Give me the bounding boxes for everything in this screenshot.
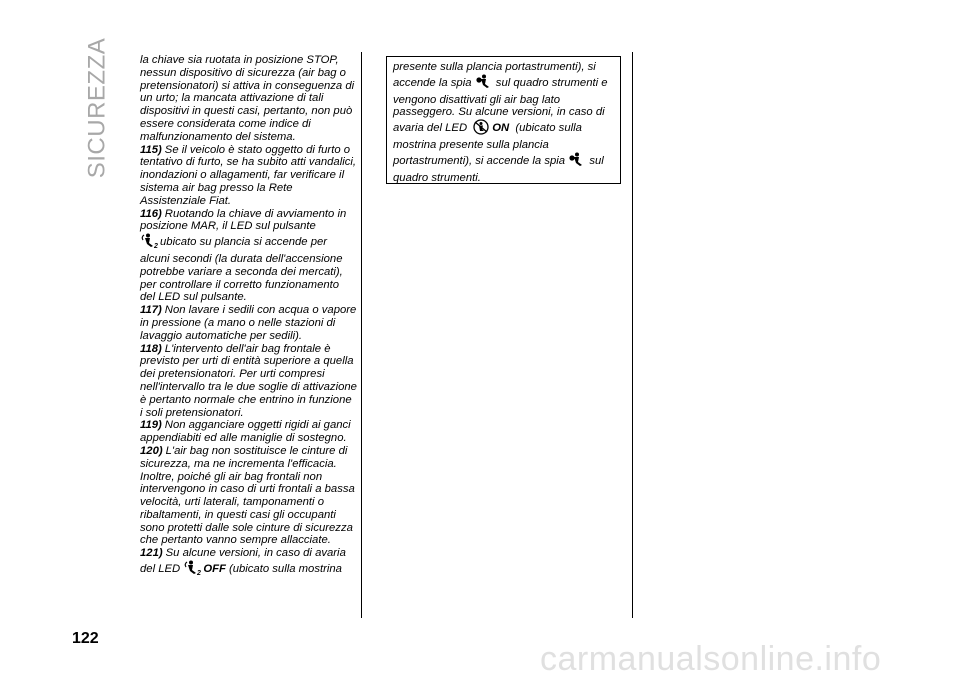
svg-text:2: 2 [154, 243, 158, 250]
passenger-airbag-on-icon [470, 119, 492, 139]
watermark: carmanualsonline.info [540, 640, 882, 678]
airbag-warning-icon [568, 152, 586, 172]
intro-paragraph: la chiave sia ruotata in posizione STOP, nessun dispositivo di sicurezza (air bag o pretensionatori) si attiva in conseguenza di un urto; la mancata attivazione di tali dispositivi in questi casi, pertanto, non può essere considerata come indice di malfunzionamento del sistema. [140, 54, 355, 143]
note-120: 120) L'air bag non sostituisce le cinture di sicurezza, ma ne incrementa l'efficacia. Inoltre, poiché gli air bag frontali non intervengono in caso di urti frontali a bassa velocità, urti laterali, tamponamenti o ribaltamenti, in questi casi gli occupanti sono protetti dalle sole cinture di sicurezza che pertanto vanno sempre allacciate. [140, 444, 355, 547]
airbag-warning-icon [475, 74, 493, 94]
right-column-box [386, 56, 621, 184]
page-number: 122 [72, 630, 99, 647]
column-divider [632, 52, 633, 618]
note-119: 119) Non agganciare oggetti rigidi ai ganci appendiabiti ed alle maniglie di sostegno. [140, 419, 351, 445]
continued-paragraph: presente sulla plancia portastrumenti), si accende la spia sul quadro strumenti e vengono disattivati gli air bag lato passeggero. Su alcune versioni, in caso di avaria del LED ON (ubicato sulla mostrina presente sulla plancia portastrumenti), si accende la spia sul quadro strumenti. [393, 61, 608, 184]
on-label: ON [492, 122, 510, 135]
note-117: 117) Non lavare i sedili con acqua o vapore in pressione (a mano o nelle stazioni di lavaggio automatiche per sedili). [140, 304, 357, 342]
off-label: OFF [203, 563, 226, 576]
section-title: SICUREZZA [83, 37, 111, 178]
section-tab [83, 37, 111, 178]
note-118: 118) L'intervento dell'air bag frontale è previsto per urti di entità superiore a quella dei pretensionatori. Per urti compresi nell'intervallo tra le due soglie di attivazione è pertanto normale che entrino in funzione i soli pretensionatori. [140, 342, 357, 419]
svg-text:2: 2 [197, 570, 202, 577]
note-116: 116) Ruotando la chiave di avviamento in posizione MAR, il LED sul pulsante 2 ubicato su plancia si accende per alcuni secondi (la durata dell'accensione potrebbe variare a seconda dei mercati), per controllare il corretto funzionamento del LED sul pulsante. [140, 207, 347, 304]
note-115: 115) Se il veicolo è stato oggetto di furto o tentativo di furto, se ha subito atti vandalici, inondazioni o allagamenti, far verificare il sistema air bag presso la Rete Assistenziale Fiat. [140, 143, 357, 207]
passenger-airbag-off-icon [140, 233, 160, 253]
passenger-airbag-off-icon [183, 560, 203, 580]
left-column [130, 52, 362, 618]
note-121: 121) Su alcune versioni, in caso di avaria del LED 2 OFF (ubicato sulla mostrina [140, 547, 357, 580]
